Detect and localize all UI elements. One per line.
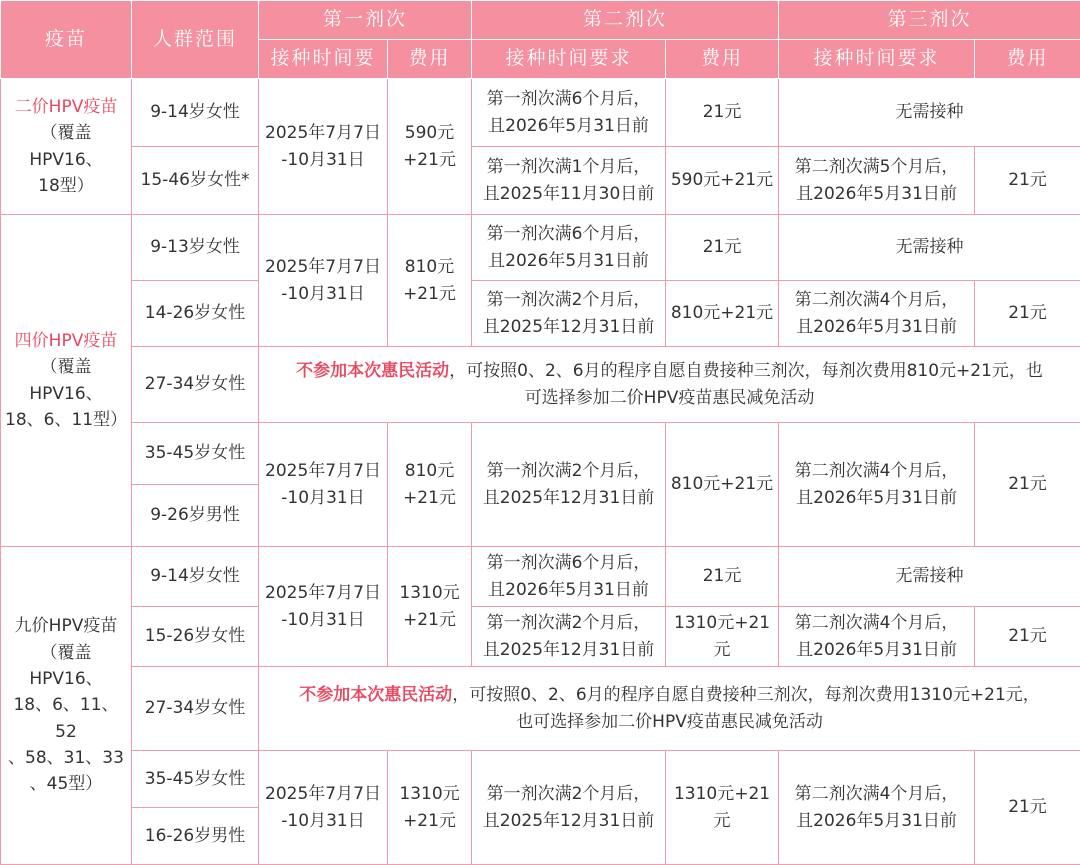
dose1-fee-line: +21元 bbox=[392, 607, 467, 633]
dose1-time-line: -10月31日 bbox=[263, 808, 383, 834]
dose3-time-cell bbox=[779, 147, 975, 215]
header-dose1-time: 接种时间要 bbox=[259, 40, 388, 79]
dose1-fee-cell bbox=[388, 79, 472, 215]
excluded-notice bbox=[259, 347, 1080, 423]
table-row bbox=[1, 423, 1080, 485]
population-cell: 15-46岁女性* bbox=[132, 147, 259, 215]
dose3-fee-cell: 21元 bbox=[975, 751, 1080, 865]
dose2-time-cell bbox=[472, 547, 666, 607]
table-row bbox=[1, 79, 1080, 147]
vaccine-name: 九价HPV疫苗 bbox=[5, 613, 127, 639]
dose3-time-line: 第二剂次满4个月后， bbox=[783, 287, 970, 313]
header-dose2-fee: 费用 bbox=[666, 40, 779, 79]
dose1-fee-line: +21元 bbox=[392, 485, 467, 511]
header-dose3: 第三剂次 bbox=[779, 1, 1080, 40]
vaccine-coverage: 18、6、11型） bbox=[5, 407, 127, 433]
header-row-1 bbox=[1, 1, 1080, 40]
table-row bbox=[1, 607, 1080, 667]
dose1-fee-cell bbox=[388, 547, 472, 667]
dose2-fee-cell: 21元 bbox=[666, 215, 779, 281]
population-cell: 9-14岁女性 bbox=[132, 547, 259, 607]
dose2-fee-cell: 590元+21元 bbox=[666, 147, 779, 215]
population-cell: 9-14岁女性 bbox=[132, 79, 259, 147]
population-cell: 27-34岁女性 bbox=[132, 667, 259, 751]
vaccine-coverage: 、45型） bbox=[5, 771, 127, 797]
table-row bbox=[1, 281, 1080, 347]
excluded-text: 也可选择参加二价HPV疫苗惠民减免活动 bbox=[516, 712, 823, 732]
dose2-fee-cell bbox=[666, 607, 779, 667]
dose2-time-line: 第一剂次满6个月后， bbox=[476, 550, 661, 576]
dose2-time-cell bbox=[472, 147, 666, 215]
dose2-time-line: 且2025年12月31日前 bbox=[476, 314, 661, 340]
vaccine-quadrivalent bbox=[1, 215, 132, 547]
dose1-time-cell bbox=[259, 215, 388, 347]
dose3-time-line: 第二剂次满4个月后， bbox=[783, 610, 970, 636]
dose1-fee-line: +21元 bbox=[392, 147, 467, 173]
dose3-time-line: 第二剂次满4个月后， bbox=[783, 781, 970, 807]
dose3-time-line: 且2026年5月31日前 bbox=[783, 808, 970, 834]
excluded-notice bbox=[259, 667, 1080, 751]
dose3-time-cell bbox=[779, 607, 975, 667]
dose1-fee-cell bbox=[388, 215, 472, 347]
dose1-fee-cell bbox=[388, 751, 472, 865]
table-row bbox=[1, 147, 1080, 215]
table-row bbox=[1, 667, 1080, 751]
dose1-time-line: -10月31日 bbox=[263, 147, 383, 173]
dose3-fee-cell: 21元 bbox=[975, 423, 1080, 547]
dose1-time-cell bbox=[259, 423, 388, 547]
dose2-time-line: 第一剂次满2个月后， bbox=[476, 458, 661, 484]
dose2-time-cell bbox=[472, 79, 666, 147]
dose1-time-line: 2025年7月7日 bbox=[263, 120, 383, 146]
population-cell: 9-26岁男性 bbox=[132, 485, 259, 547]
excluded-text: 可选择参加二价HPV疫苗惠民减免活动 bbox=[525, 388, 815, 408]
population-cell: 15-26岁女性 bbox=[132, 607, 259, 667]
dose3-fee-cell: 21元 bbox=[975, 607, 1080, 667]
dose3-time-cell bbox=[779, 423, 975, 547]
header-dose2-time: 接种时间要求 bbox=[472, 40, 666, 79]
dose2-fee-line: 元 bbox=[670, 808, 774, 834]
dose2-time-cell bbox=[472, 215, 666, 281]
dose3-fee-cell: 21元 bbox=[975, 281, 1080, 347]
dose2-fee-cell: 810元+21元 bbox=[666, 423, 779, 547]
table-row bbox=[1, 347, 1080, 423]
dose3-time-line: 且2026年5月31日前 bbox=[783, 314, 970, 340]
dose3-time-cell bbox=[779, 281, 975, 347]
dose2-time-line: 且2025年12月31日前 bbox=[476, 485, 661, 511]
dose1-fee-cell bbox=[388, 423, 472, 547]
dose1-time-line: -10月31日 bbox=[263, 485, 383, 511]
dose2-time-line: 第一剂次满1个月后， bbox=[476, 154, 661, 180]
dose1-fee-line: 1310元 bbox=[392, 781, 467, 807]
dose3-cell: 无需接种 bbox=[779, 215, 1080, 281]
dose2-time-line: 且2025年12月31日前 bbox=[476, 637, 661, 663]
excluded-text: ，可按照0、2、6月的程序自愿自费接种三剂次，每剂次费用810元+21元，也 bbox=[449, 361, 1043, 381]
header-dose1-fee: 费用 bbox=[388, 40, 472, 79]
dose1-time-line: 2025年7月7日 bbox=[263, 254, 383, 280]
dose2-time-cell bbox=[472, 281, 666, 347]
dose2-time-line: 第一剂次满2个月后， bbox=[476, 287, 661, 313]
header-dose2: 第二剂次 bbox=[472, 1, 779, 40]
header-population: 人群范围 bbox=[132, 1, 259, 79]
dose2-fee-cell: 21元 bbox=[666, 79, 779, 147]
table-row bbox=[1, 215, 1080, 281]
dose2-time-line: 第一剂次满2个月后， bbox=[476, 610, 661, 636]
vaccine-name: 二价HPV疫苗 bbox=[5, 94, 127, 120]
dose2-time-line: 第一剂次满6个月后， bbox=[476, 221, 661, 247]
population-cell: 35-45岁女性 bbox=[132, 751, 259, 808]
dose3-time-line: 第二剂次满4个月后， bbox=[783, 458, 970, 484]
dose1-fee-line: +21元 bbox=[392, 808, 467, 834]
dose3-time-line: 且2026年5月31日前 bbox=[783, 637, 970, 663]
dose2-time-line: 且2025年12月31日前 bbox=[476, 808, 661, 834]
dose2-fee-line: 1310元+21 bbox=[670, 781, 774, 807]
dose1-fee-line: 1310元 bbox=[392, 580, 467, 606]
dose1-fee-line: +21元 bbox=[392, 281, 467, 307]
vaccine-name: 四价HPV疫苗 bbox=[5, 328, 127, 354]
dose2-time-line: 且2026年5月31日前 bbox=[476, 113, 661, 139]
excluded-text: ，可按照0、2、6月的程序自愿自费接种三剂次，每剂次费用1310元+21元， bbox=[452, 685, 1040, 705]
population-cell: 14-26岁女性 bbox=[132, 281, 259, 347]
dose1-fee-line: 810元 bbox=[392, 458, 467, 484]
dose1-time-line: 2025年7月7日 bbox=[263, 781, 383, 807]
dose3-time-line: 第二剂次满5个月后， bbox=[783, 154, 970, 180]
population-cell: 27-34岁女性 bbox=[132, 347, 259, 423]
vaccine-coverage: 18型） bbox=[5, 173, 127, 199]
population-cell: 9-13岁女性 bbox=[132, 215, 259, 281]
dose1-time-cell bbox=[259, 751, 388, 865]
header-vaccine: 疫苗 bbox=[1, 1, 132, 79]
dose1-time-cell bbox=[259, 79, 388, 215]
dose2-fee-cell: 810元+21元 bbox=[666, 281, 779, 347]
vaccine-coverage: 18、6、11、52 bbox=[5, 692, 127, 745]
dose1-time-line: 2025年7月7日 bbox=[263, 458, 383, 484]
dose1-time-line: -10月31日 bbox=[263, 607, 383, 633]
dose1-fee-line: 810元 bbox=[392, 254, 467, 280]
dose2-time-cell bbox=[472, 423, 666, 547]
vaccine-bivalent bbox=[1, 79, 132, 215]
dose1-time-line: -10月31日 bbox=[263, 281, 383, 307]
dose2-fee-cell bbox=[666, 751, 779, 865]
dose1-time-cell bbox=[259, 547, 388, 667]
dose3-time-line: 且2026年5月31日前 bbox=[783, 181, 970, 207]
dose3-time-cell bbox=[779, 751, 975, 865]
header-dose3-fee: 费用 bbox=[975, 40, 1080, 79]
vaccine-coverage: （覆盖HPV16、 bbox=[5, 640, 127, 693]
excluded-highlight: 不参加本次惠民活动 bbox=[299, 685, 452, 705]
dose2-time-cell bbox=[472, 607, 666, 667]
dose3-cell: 无需接种 bbox=[779, 547, 1080, 607]
dose1-time-line: 2025年7月7日 bbox=[263, 580, 383, 606]
dose2-time-line: 且2025年11月30日前 bbox=[476, 181, 661, 207]
dose2-time-cell bbox=[472, 751, 666, 865]
excluded-highlight: 不参加本次惠民活动 bbox=[296, 361, 449, 381]
table-row bbox=[1, 547, 1080, 607]
population-cell: 16-26岁男性 bbox=[132, 808, 259, 865]
vaccine-coverage: 、58、31、33 bbox=[5, 745, 127, 771]
dose1-fee-line: 590元 bbox=[392, 120, 467, 146]
vaccine-coverage: （覆盖HPV16、 bbox=[5, 120, 127, 173]
header-dose3-time: 接种时间要求 bbox=[779, 40, 975, 79]
vaccine-nonavalent bbox=[1, 547, 132, 865]
dose2-time-line: 第一剂次满6个月后， bbox=[476, 86, 661, 112]
dose2-fee-line: 1310元+21 bbox=[670, 610, 774, 636]
population-cell: 35-45岁女性 bbox=[132, 423, 259, 485]
dose2-time-line: 且2026年5月31日前 bbox=[476, 577, 661, 603]
dose3-fee-cell: 21元 bbox=[975, 147, 1080, 215]
vaccine-coverage: （覆盖HPV16、 bbox=[5, 354, 127, 407]
dose2-time-line: 第一剂次满2个月后， bbox=[476, 781, 661, 807]
dose2-fee-line: 元 bbox=[670, 637, 774, 663]
table-row bbox=[1, 751, 1080, 808]
dose2-time-line: 且2026年5月31日前 bbox=[476, 248, 661, 274]
dose3-time-line: 且2026年5月31日前 bbox=[783, 485, 970, 511]
dose3-cell: 无需接种 bbox=[779, 79, 1080, 147]
dose2-fee-cell: 21元 bbox=[666, 547, 779, 607]
header-dose1: 第一剂次 bbox=[259, 1, 472, 40]
